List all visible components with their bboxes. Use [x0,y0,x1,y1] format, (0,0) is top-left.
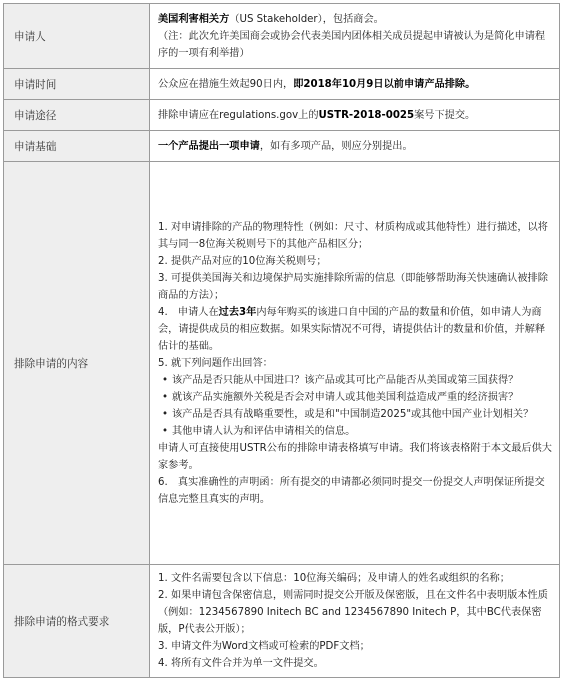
applicant-note: （注：此次允许美国商会或协会代表美国内团体相关成员提起申请被认为是简化申请程序的一项有利举措） [158,30,546,59]
applicant-bold-text: 美国利害相关方 [158,13,230,25]
content-item-6: 6. 真实准确性的声明函：所有提交的申请都必须同时提交一份提交人声明保证所提交信息完整且真实的声明。 [158,476,545,505]
row-value-applicant [150,4,560,69]
row-label-time: 申请时间 [4,69,150,100]
channel-pre-text: 排除申请应在regulations.gov上的 [158,109,319,121]
row-value-channel [150,100,560,131]
table-row-applicant [4,4,560,69]
content-item-4-bold: 过去3年 [218,306,257,318]
table-row-format [4,565,560,678]
time-bold-text: 即2018年10月9日以前申请产品排除。 [293,78,476,90]
content-item-2: 2. 提供产品对应的10位海关税则号； [158,255,327,267]
table-row-content [4,162,560,565]
content-item-3: 3. 可提供美国海关和边境保护局实施排除所需的信息（即能够帮助海关快速确认被排除商品的方法）； [158,272,548,301]
channel-post-text: 案号下提交。 [414,109,476,121]
format-item-3: 3. 申请文件为Word文档或可检索的PDF文档； [158,641,370,652]
row-value-time [150,69,560,100]
content-bullet: • 该产品是否具有战略重要性，或是和"中国制造2025"或其他中国产业计划相关？ [158,406,553,423]
table-row-basis [4,131,560,162]
channel-docket-number: USTR-2018-0025 [318,109,415,121]
format-item-4: 4. 将所有文件合并为单一文件提交。 [158,658,324,669]
content-bullet: • 就该产品实施额外关税是否会对申请人或其他美国利益造成严重的经济损害？ [158,389,553,406]
table-row-channel [4,100,560,131]
basis-post-text: ，如有多项产品，则应分别提出。 [259,140,413,152]
content-item-1: 1. 对申请排除的产品的物理特性（例如：尺寸、材质构成或其他特性）进行描述，以将其与同一8位海关税则号下的其他产品相区分； [158,221,548,250]
table-row-time [4,69,560,100]
row-label-content: 排除申请的内容 [4,162,150,565]
row-value-format [150,565,560,678]
content-bullet: • 其他申请人认为和评估申请相关的信息。 [158,423,553,440]
applicant-rest-text: （US Stakeholder），包括商会。 [229,13,384,25]
row-label-format: 排除申请的格式要求 [4,565,150,678]
content-form-note: 申请人可直接使用USTR公布的排除申请表格填写申请。我们将该表格附于本文最后供大家参考。 [158,442,552,471]
basis-bold-text: 一个产品提出一项申请 [158,140,260,152]
exclusion-requirements-table [3,3,560,678]
content-item-5: 5. 就下列问题作出回答： [158,357,273,369]
row-value-content [150,162,560,565]
content-item-4-post: 内每年购买的该进口自中国的产品的数量和价值，如申请人为商会，请提供成员的相应数据。如果实际情况不可得，请提供估计的数量和价值，并解释估计的基础。 [158,306,546,352]
row-value-basis [150,131,560,162]
format-item-1: 1. 文件名需要包含以下信息：10位海关编码；及申请人的姓名或组织的名称； [158,573,510,584]
row-label-channel: 申请途径 [4,100,150,131]
content-item-4 [158,304,553,355]
time-pre-text: 公众应在措施生效起90日内， [158,78,294,90]
content-bullet: • 该产品是否只能从中国进口？该产品或其可比产品能否从美国或第三国获得？ [158,372,553,389]
applicant-line [158,11,553,28]
row-label-applicant: 申请人 [4,4,150,69]
content-item-4-pre: 4. 申请人在 [158,306,219,318]
format-item-2: 2. 如果申请包含保密信息，则需同时提交公开版及保密版，且在文件名中表明版本性质（例如：1234567890 Initech BC and 1234567890 Initech P，其中BC代表保密版，P代表公开版）； [158,590,548,635]
row-label-basis: 申请基础 [4,131,150,162]
